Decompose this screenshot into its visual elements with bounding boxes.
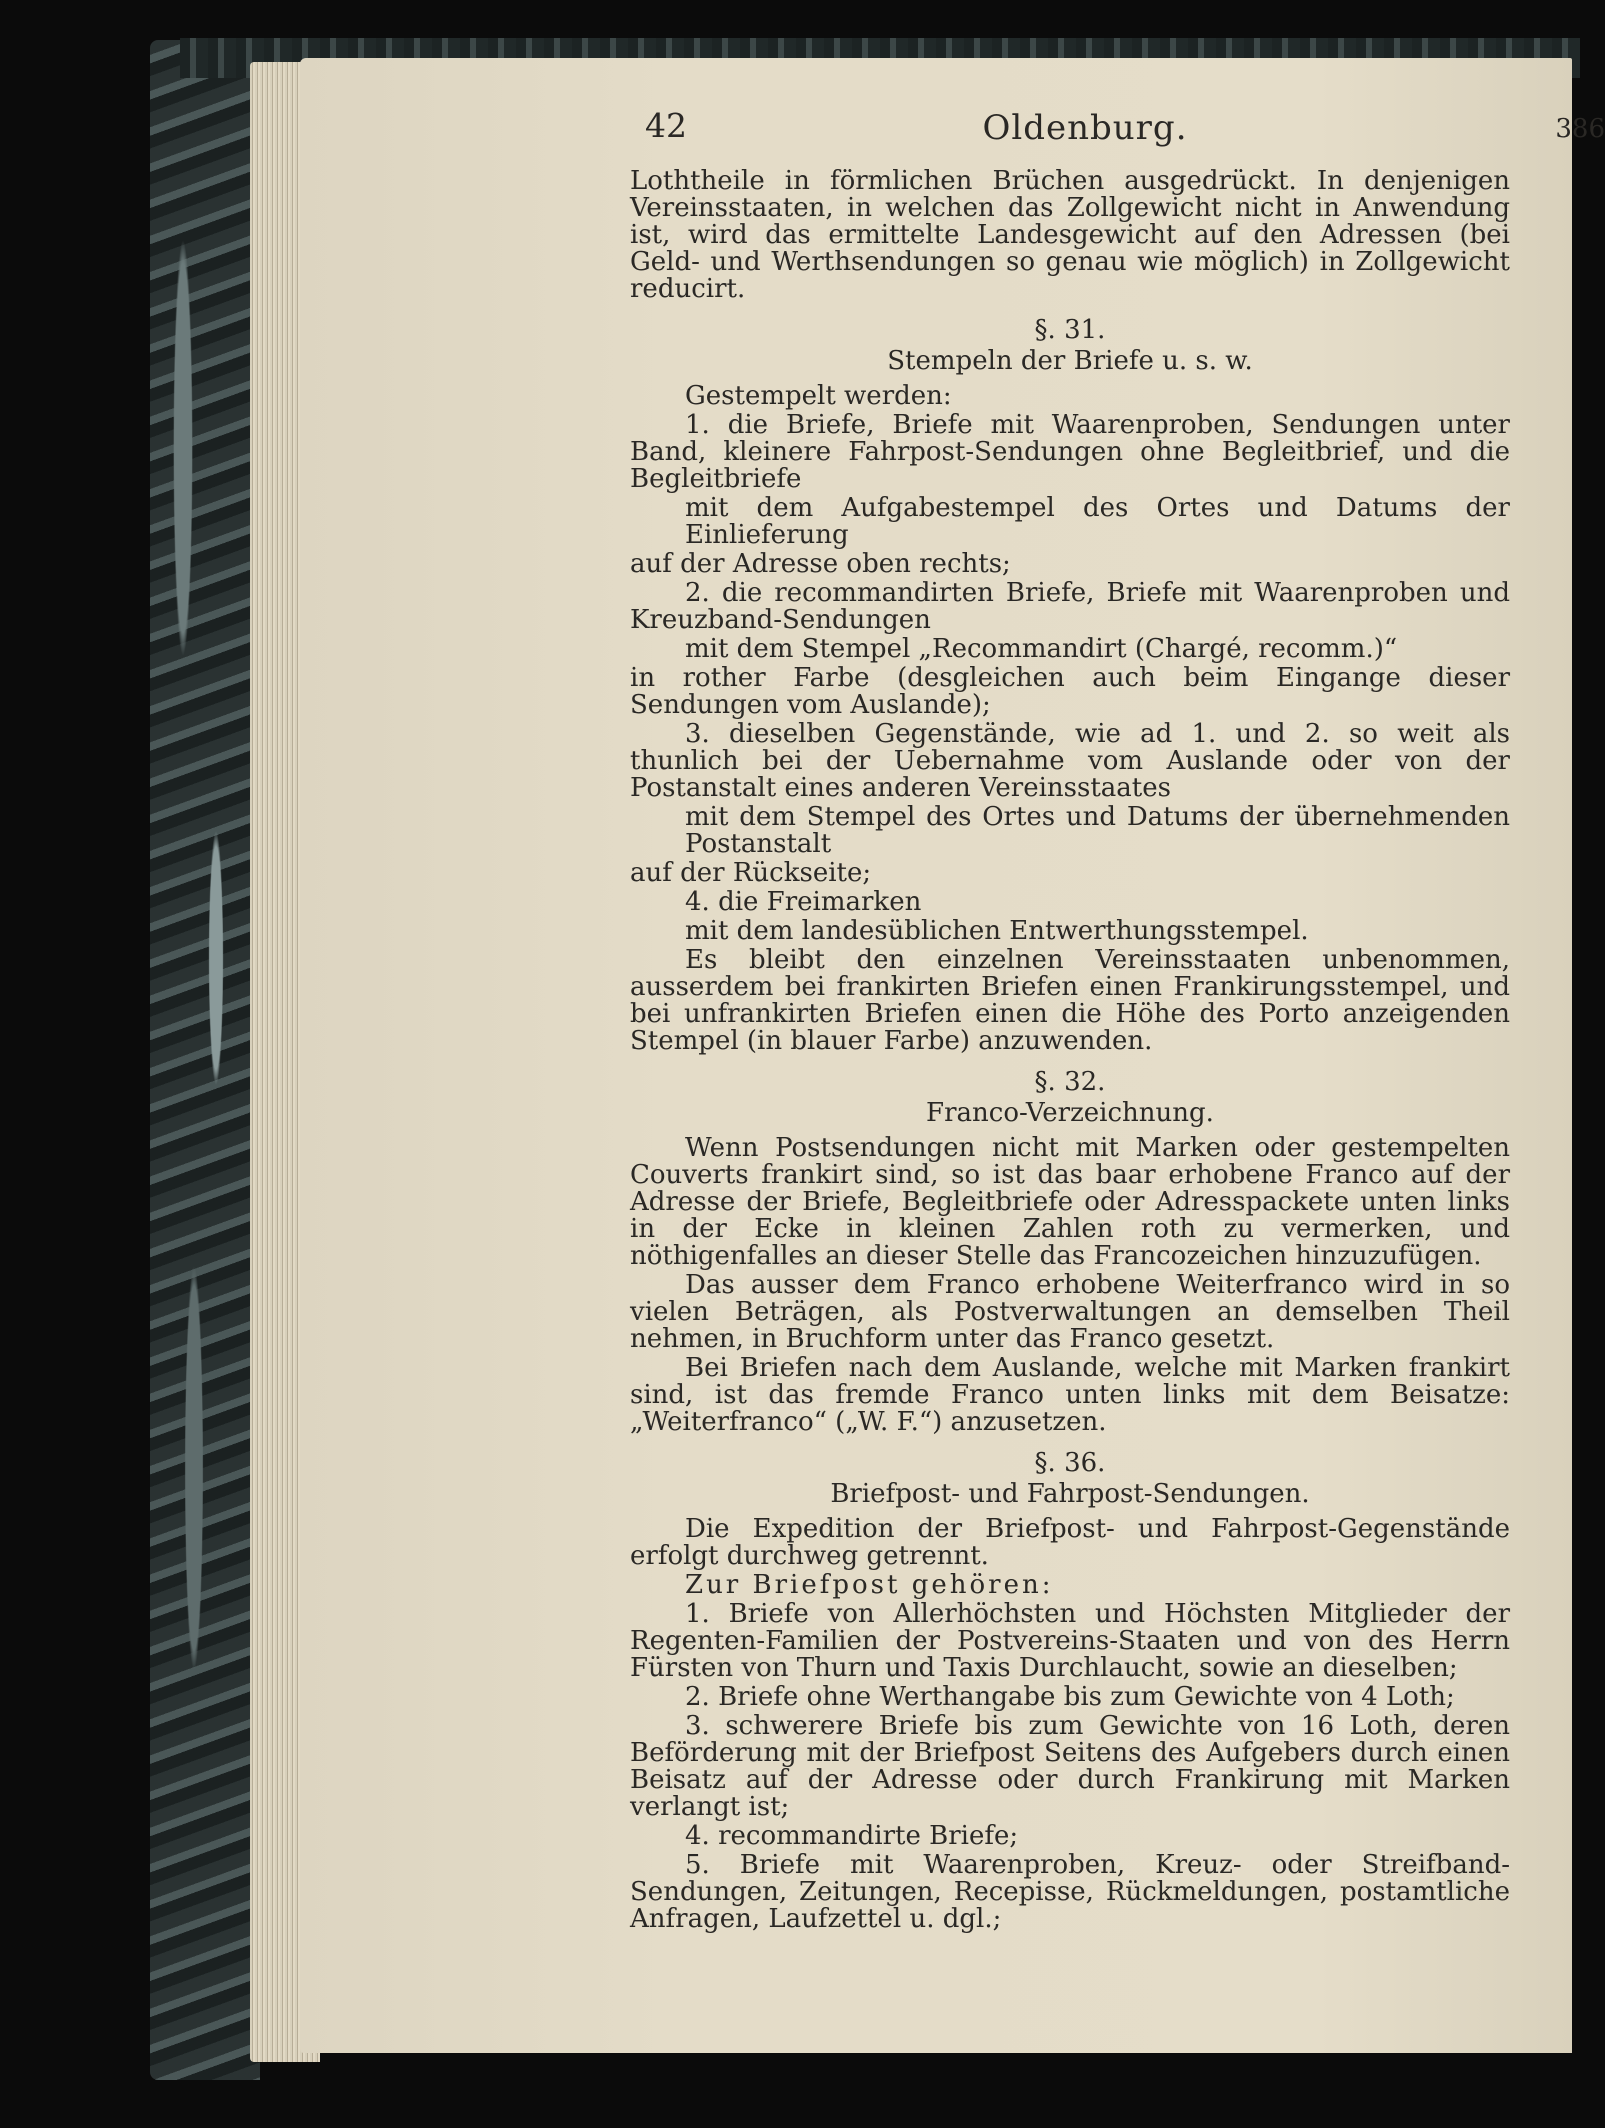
section-number: §. 32.	[1034, 1067, 1106, 1097]
paragraph: Das ausser dem Franco erhobene Weiterfranco wird in so vielen Beträgen, als Postverwaltungen an demselben Theil nehmen, in Bruchform unter das Franco gesetzt.	[630, 1270, 1510, 1354]
paragraph: Bei Briefen nach dem Auslande, welche mit Marken frankirt sind, ist das fremde Franco unten links mit dem Beisatze: „Weiterfranco“ („W. F.“) anzusetzen.	[630, 1353, 1510, 1437]
list-item: 1. Briefe von Allerhöchsten und Höchsten Mitglieder der Regenten-Familien der Postvereins-Staaten und von des Herrn Fürsten von Thurn und Taxis Durchlaucht, sowie an dieselben;	[630, 1599, 1510, 1683]
list-item: 4. recommandirte Briefe;	[685, 1821, 1019, 1851]
page-number-right: 386	[1555, 114, 1605, 144]
list-item: 3. schwerere Briefe bis zum Gewichte von 16 Loth, deren Beförderung mit der Briefpost Seitens des Aufgebers durch einen Beisatz auf der Adresse oder durch Frankirung mit Marken verlangt ist;	[630, 1711, 1510, 1822]
paragraph: Es bleibt den einzelnen Vereinsstaaten unbenommen, ausserdem bei frankirten Briefen einen Frankirungsstempel, und bei unfrankirten Briefen einen die Höhe des Porto anzeigenden Stempel (in blauer Farbe) anzuwenden.	[630, 945, 1510, 1056]
paragraph: mit dem Aufgabestempel des Ortes und Datums der Einlieferung	[685, 493, 1510, 550]
paragraph: mit dem landesüblichen Entwerthungsstempel.	[685, 916, 1309, 946]
book-page	[300, 58, 1605, 2053]
section-heading: Franco-Verzeichnung.	[926, 1098, 1214, 1128]
page-body	[630, 168, 1510, 1935]
section-number: §. 36.	[1034, 1448, 1106, 1478]
paragraph: mit dem Stempel „Recommandirt (Chargé, recomm.)“	[685, 634, 1398, 664]
page-number-left: 42	[645, 106, 687, 145]
paragraph: Wenn Postsendungen nicht mit Marken oder gestempelten Couverts frankirt sind, so ist das baar erhobene Franco auf der Adresse der Briefe, Begleitbriefe oder Adresspackete unten links in der Ecke in kleinen Zahlen roth zu vermerken, und nöthigenfalles an dieser Stelle das Francozeichen hinzuzufügen.	[630, 1133, 1510, 1271]
paragraph: Gestempelt werden:	[685, 381, 952, 411]
book-cover-left	[150, 40, 260, 2080]
paragraph: in rother Farbe (desgleichen auch beim Eingange dieser Sendungen vom Auslande);	[630, 663, 1510, 720]
list-item: 3. dieselben Gegenstände, wie ad 1. und 2. so weit als thunlich bei der Uebernahme vom Auslande oder von der Postanstalt eines anderen Vereinsstaates	[630, 719, 1510, 803]
list-item: 2. Briefe ohne Werthangabe bis zum Gewichte von 4 Loth;	[685, 1682, 1455, 1712]
page-title: Oldenburg.	[982, 108, 1188, 148]
paragraph: Zur Briefpost gehören:	[685, 1570, 1054, 1600]
section-heading: Stempeln der Briefe u. s. w.	[887, 346, 1253, 376]
list-item: 1. die Briefe, Briefe mit Waarenproben, Sendungen unter Band, kleinere Fahrpost-Sendungen ohne Begleitbrief, und die Begleitbriefe	[630, 410, 1510, 494]
paragraph: auf der Rückseite;	[630, 858, 872, 888]
paragraph: Loththeile in förmlichen Brüchen ausgedrückt. In denjenigen Vereinsstaaten, in welchen das Zollgewicht nicht in Anwendung ist, wird das ermittelte Landesgewicht auf den Adressen (bei Geld- und Werthsendungen so genau wie möglich) in Zollgewicht reducirt.	[630, 166, 1510, 304]
section-number: §. 31.	[1034, 315, 1106, 345]
paragraph: Die Expedition der Briefpost- und Fahrpost-Gegenstände erfolgt durchweg getrennt.	[630, 1514, 1510, 1571]
paragraph: mit dem Stempel des Ortes und Datums der übernehmenden Postanstalt	[685, 802, 1510, 859]
paragraph: auf der Adresse oben rechts;	[630, 549, 1011, 579]
list-item: 4. die Freimarken	[685, 887, 922, 917]
section-heading: Briefpost- und Fahrpost-Sendungen.	[830, 1479, 1310, 1509]
list-item: 5. Briefe mit Waarenproben, Kreuz- oder Streifband-Sendungen, Zeitungen, Recepisse, Rückmeldungen, postamtliche Anfragen, Laufzettel u. dgl.;	[630, 1850, 1510, 1934]
page-header	[645, 106, 1605, 166]
list-item: 2. die recommandirten Briefe, Briefe mit Waarenproben und Kreuzband-Sendungen	[630, 578, 1510, 635]
